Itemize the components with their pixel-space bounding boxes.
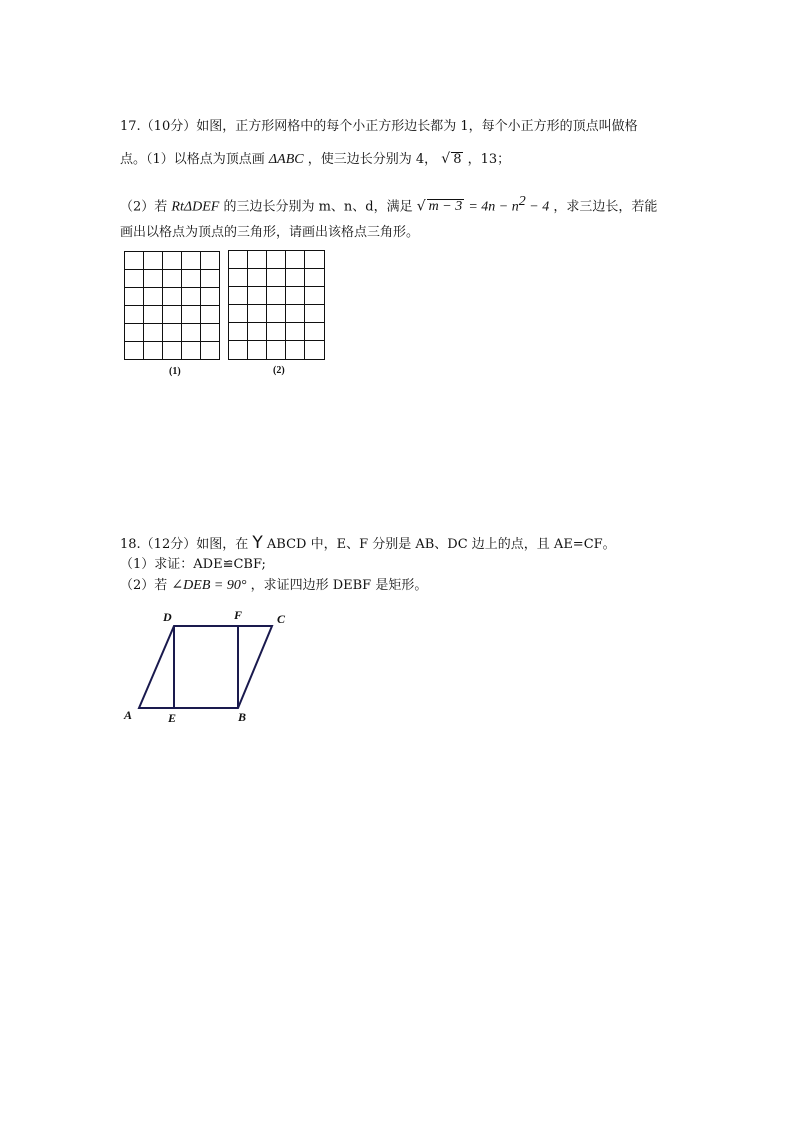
exponent-2: 2 <box>518 194 526 209</box>
label-c: C <box>277 612 286 626</box>
q17-side-13-text: ，13； <box>467 152 511 167</box>
triangle-abc-symbol: ΔABC <box>268 152 304 167</box>
q17-part2-text: 的三边长分别为 m、n、d，满足 <box>223 199 413 215</box>
sqrt-8-value: 8 <box>453 152 462 167</box>
q17-intro-text: 17.（10分）如图，正方形网格中的每个小正方形边长都为 1，每个小正方形的顶点叫做格 <box>120 119 638 134</box>
sqrt-m-minus-3: m − 3 <box>428 199 463 215</box>
grid-2 <box>228 250 325 361</box>
equation-minus-4: − 4 <box>525 199 550 215</box>
q18-part2-prefix: （2）若 <box>120 578 168 593</box>
label-f: F <box>234 608 243 622</box>
q17-line-4 <box>120 224 419 242</box>
q18-line-2 <box>120 556 266 574</box>
parallelogram-diagram <box>118 604 298 729</box>
q17-side-lengths-text: ，使三边长分别为 4， <box>307 152 438 167</box>
parallelogram-symbol: Y <box>252 533 263 553</box>
equation-rhs: = 4n − n <box>468 199 519 215</box>
label-a: A <box>124 708 133 722</box>
q17-line-3 <box>120 193 657 216</box>
label-b: B <box>238 710 247 724</box>
q18-part1-text: （1）求证：ADE≌CBF; <box>120 557 266 572</box>
angle-deb-90: ∠DEB = 90° <box>171 578 247 593</box>
sqrt-sign: √ <box>441 151 451 167</box>
grid-1 <box>124 251 220 361</box>
q17-part2-prefix: （2）若 <box>120 199 168 215</box>
label-e: E <box>168 711 177 725</box>
q18-part2-text: ，求证四边形 DEBF 是矩形。 <box>250 578 428 593</box>
q17-part2-suffix: ，求三边长，若能 <box>553 199 658 215</box>
q18-intro-text: ABCD 中，E、F 分别是 AB、DC 边上的点，且 AE=CF。 <box>266 537 616 552</box>
parallelogram-abcd <box>139 626 272 708</box>
grid-1-caption <box>160 364 190 378</box>
triangle-def-symbol: RtΔDEF <box>171 199 220 215</box>
q17-part1-text: 点。（1）以格点为顶点画 <box>120 152 265 167</box>
grid-1-caption-text: (1) <box>169 366 181 377</box>
grid-2-caption-text: (2) <box>273 365 285 376</box>
label-d: D <box>163 610 172 624</box>
sqrt-sign: √ <box>416 198 426 215</box>
q18-intro-prefix: 18.（12分）如图，在 <box>120 537 249 552</box>
q17-line-1 <box>120 118 638 136</box>
grid-2-caption <box>264 363 294 377</box>
q17-line-2 <box>120 150 510 169</box>
q18-line-1 <box>120 534 616 554</box>
q17-instruction-text: 画出以格点为顶点的三角形，请画出该格点三角形。 <box>120 225 420 240</box>
q18-line-3 <box>120 577 427 595</box>
